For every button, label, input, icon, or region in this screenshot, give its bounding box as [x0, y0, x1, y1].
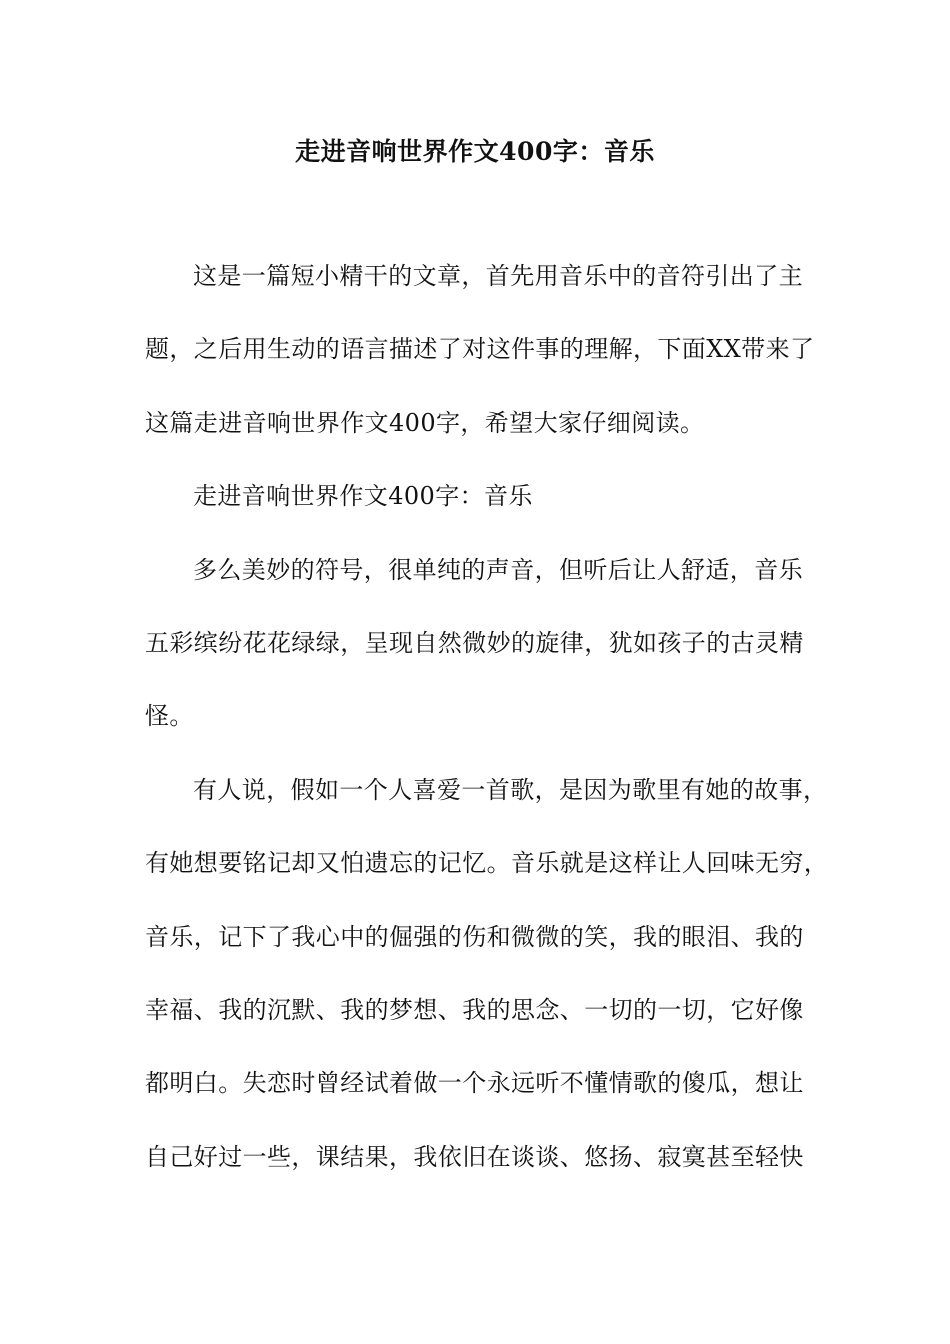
text-line: 题，之后用生动的语言描述了对这件事的理解，下面XX带来了: [145, 335, 815, 364]
paragraph-music-symbols: [145, 552, 807, 735]
text-line: 有人说，假如一个人喜爱一首歌，是因为歌里有她的故事，: [193, 775, 828, 804]
text-line: 幸福、我的沉默、我的梦想、我的思念、一切的一切，它好像: [145, 995, 804, 1024]
text-line: 有她想要铭记却又怕遗忘的记忆。音乐就是这样让人回味无穷，: [145, 849, 829, 878]
text-line: 这篇走进音响世界作文400字，希望大家仔细阅读。: [145, 408, 705, 437]
paragraph-intro: [145, 258, 815, 441]
paragraph-song-story: [145, 772, 829, 1175]
text-line: 多么美妙的符号，很单纯的声音，但听后让人舒适，音乐: [193, 555, 803, 584]
text-line: 怪。: [145, 702, 194, 731]
text-line: 走进音响世界作文400字：音乐: [193, 482, 533, 511]
text-line: 都明白。失恋时曾经试着做一个永远听不懂情歌的傻瓜，想让: [145, 1069, 804, 1098]
document-body: [145, 258, 829, 1212]
text-line: 自己好过一些，课结果，我依旧在谈谈、悠扬、寂寞甚至轻快: [145, 1142, 804, 1171]
document-title: 走进音响世界作文400字：音乐: [295, 137, 655, 166]
text-line: 音乐，记下了我心中的倔强的伤和微微的笑，我的眼泪、我的: [145, 922, 804, 951]
text-line: 这是一篇短小精干的文章，首先用音乐中的音符引出了主: [193, 262, 803, 290]
paragraph-subtitle: [145, 478, 807, 515]
text-line: 五彩缤纷花花绿绿，呈现自然微妙的旋律，犹如孩子的古灵精: [145, 628, 804, 657]
